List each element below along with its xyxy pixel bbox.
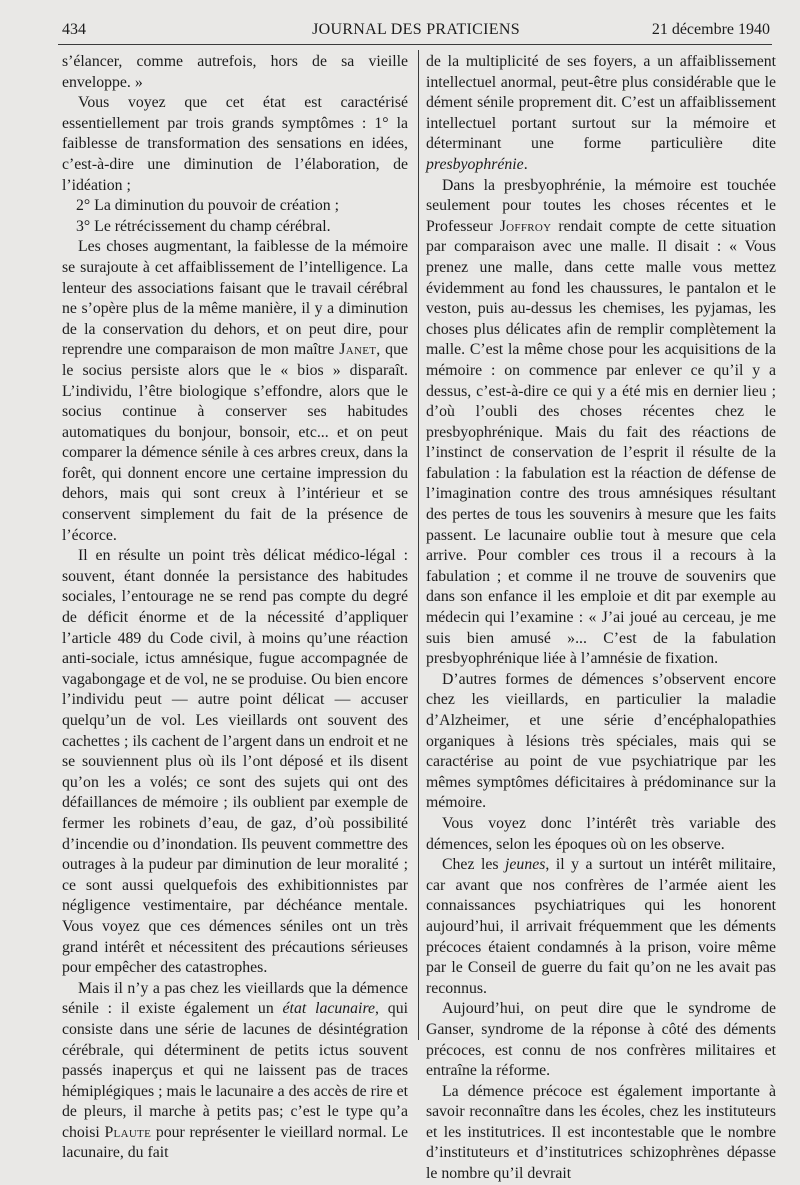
- page-number: 434: [62, 21, 86, 38]
- journal-title: JOURNAL DES PRATICIENS: [312, 21, 520, 38]
- paragraph: [426, 855, 776, 999]
- italic-term: presbyophrénie: [426, 155, 524, 173]
- text-run: , que le socius persiste alors que le « bios » disparaît. L’individu, l’être biologique s’effondre, alors que le socius continue à conserver ses habitudes automatiques du bonjour, bonsoir, etc... et on peut comparer la démence sénile à ces arbres creux, dans la forêt, qui donnent encore une certaine impression du dehors, mais qui sont creux à l’intérieur et se conservent simplement du fait de la présence de l’écorce.: [62, 341, 408, 544]
- text-run: rendait compte de cette situation par comparaison avec une malle. Il disait : « Vous prenez une malle, dans cette malle vous mettez évidemment au fond les chaussures, le pantalon et le veston, puis au-dessus les chemises, les pyjamas, les choses plus délicates afin de remplir complètement la malle. C’est la même chose pour les acquisitions de la mémoire : on commence par enlever ce qu’il y a dessus, c’est-à-dire ce qui y a été mis en dernier lieu ; d’où l’oubli des choses récentes chez le presbyophrénique. Mais du fait des réactions de l’instinct de conservation de l’esprit il résulte de la fabulation : la fabulation est la réaction de défense de l’imagination contre des trous amnésiques résultant des pertes de tous les souvenirs à mesure que les faits passent. Le lacunaire oublie tout à mesure que cela arrive. Pour combler ces trous il a recours à la fabulation ; et comme il ne trouve de souvenirs que dans son enfance il les emploie et dit par exemple au médecin qui l’examine : « J’ai joué au cerceau, je me suis bien amusé »... C’est de la fabulation presbyophrénique liée à l’amnésie de fixation.: [426, 217, 776, 668]
- text-run: , il y a surtout un intérêt militaire, car avant que nos confrères de l’armée aient les connaissances psychiatriques qui les honorent aujourd’hui, il arrivait fréquemment que les déments précoces étaient condamnés à la prison, voire même par le Conseil de guerre du fait qu’on ne les avait pas reconnus.: [426, 856, 776, 997]
- enumerated-item: 2° La diminution du pouvoir de création ;: [76, 197, 339, 215]
- text-run: Dans la presbyophrénie, la mémoire est touchée seulement pour toutes les choses récentes et le Professeur: [426, 176, 776, 235]
- column-divider: [418, 50, 419, 1040]
- issue-date: 21 décembre 1940: [651, 21, 770, 38]
- text-run: Mais il n’y a pas chez les vieillards que la démence sénile : il existe également un: [62, 979, 408, 1018]
- left-column: [62, 52, 408, 1164]
- text-run: .: [523, 155, 528, 173]
- right-column: [426, 52, 776, 1185]
- paragraph: D’autres formes de démences s’observent encore chez les vieillards, en particulier la maladie d’Alzheimer, et une série d’encéphalopathies organiques à lésions très spéciales, mais qui se caractérise au point de vue psychiatrique par les mêmes symptômes déficitaires à prédominance sur la mémoire.: [426, 670, 776, 812]
- italic-term: jeunes: [505, 856, 546, 874]
- paragraph: [426, 52, 776, 176]
- author-name: Janet: [339, 341, 377, 359]
- text-run: Chez les: [442, 856, 506, 874]
- text-run: Les choses augmentant, la faiblesse de la mémoire se surajoute à cet affaiblissement de l’intelligence. La lenteur des associations faisant que le travail cérébral ne s’opère plus de la même manière, il y a diminution de la conservation du dehors, et on peut dire, pour reprendre une comparaison de mon maître: [62, 238, 408, 359]
- enumerated-item: 3° Le rétrécissement du champ cérébral.: [76, 217, 331, 235]
- paragraph: [62, 237, 408, 546]
- paragraph: Aujourd’hui, on peut dire que le syndrome de Ganser, syndrome de la réponse à côté des déments précoces, est connu de nos confrères militaires et entraîne la réforme.: [426, 1000, 776, 1080]
- paragraph: [426, 176, 776, 670]
- paragraph: [62, 979, 408, 1164]
- running-header: [62, 16, 770, 44]
- paragraph: La démence précoce est également importante à savoir reconnaître dans les écoles, chez les instituteurs et les institutrices. Il est incontestable que le nombre d’instituteurs et d’institutrices schizophrènes dépasse le nombre qu’il devrait: [426, 1082, 776, 1183]
- paragraph: Vous voyez donc l’intérêt très variable des démences, selon les époques où on les observe.: [426, 814, 776, 853]
- paragraph: Vous voyez que cet état est caractérisé essentiellement par trois grands symptômes : 1° la faiblesse de transformation des sensations en idées, c’est-à-dire une diminution de l’élaboration, de l’idéation ;: [62, 94, 408, 194]
- author-name: Plaute: [104, 1123, 152, 1141]
- text-run: pour représenter le vieillard normal. Le lacunaire, du fait: [62, 1123, 408, 1162]
- header-rule: [58, 44, 772, 45]
- text-run: de la multiplicité de ses foyers, a un affaiblissement intellectuel anormal, peut-être plus considérable que le dément sénile proprement dit. C’est un affaiblissement intellectuel portant surtout sur la mémoire et déterminant une forme particulière dite: [426, 53, 776, 153]
- paragraph: s’élancer, comme autrefois, hors de sa vieille enveloppe. »: [62, 53, 408, 91]
- author-name: Joffroy: [499, 217, 552, 235]
- italic-term: état lacunaire: [282, 1000, 376, 1018]
- text-run: , qui consiste dans une série de lacunes de désintégration cérébrale, qui déterminent de petits ictus souvent passés inaperçus et qui ne laissent pas de traces hémiplégiques ; mais le lacunaire a des accès de rire et de pleurs, il marche à petits pas; c’est le type qu’a choisi: [62, 1000, 408, 1141]
- paragraph: Il en résulte un point très délicat médico-légal : souvent, étant donnée la persistance des habitudes sociales, l’entourage ne se rend pas compte du degré de déficit énorme et de la nécessité d’appliquer l’article 489 du Code civil, à moins qu’une réaction anti-sociale, ictus amnésique, fugue accompagnée de vagabongage et de vol, ne se produise. Ou bien encore l’individu peut — autre point délicat — accuser quelqu’un de vol. Les vieillards ont souvent des cachettes ; ils cachent de l’argent dans un endroit et ne se souviennent plus où ils l’ont déposé et ils disent qu’on les a volés; ce sont des sujets qui ont des défaillances de mémoire ; ils oublient par exemple de fermer les robinets d’eau, de gaz, d’où possibilité d’incendie ou d’inondation. Ils peuvent commettre des outrages à la pudeur par diminution de leur moralité ; ce sont aussi quelquefois des exhibitionnistes par négligence vestimentaire, par déchéance mentale. Vous voyez que ces démences séniles ont un très grand intérêt et nécessitent des précautions sérieuses pour empêcher des catastrophes.: [62, 547, 408, 977]
